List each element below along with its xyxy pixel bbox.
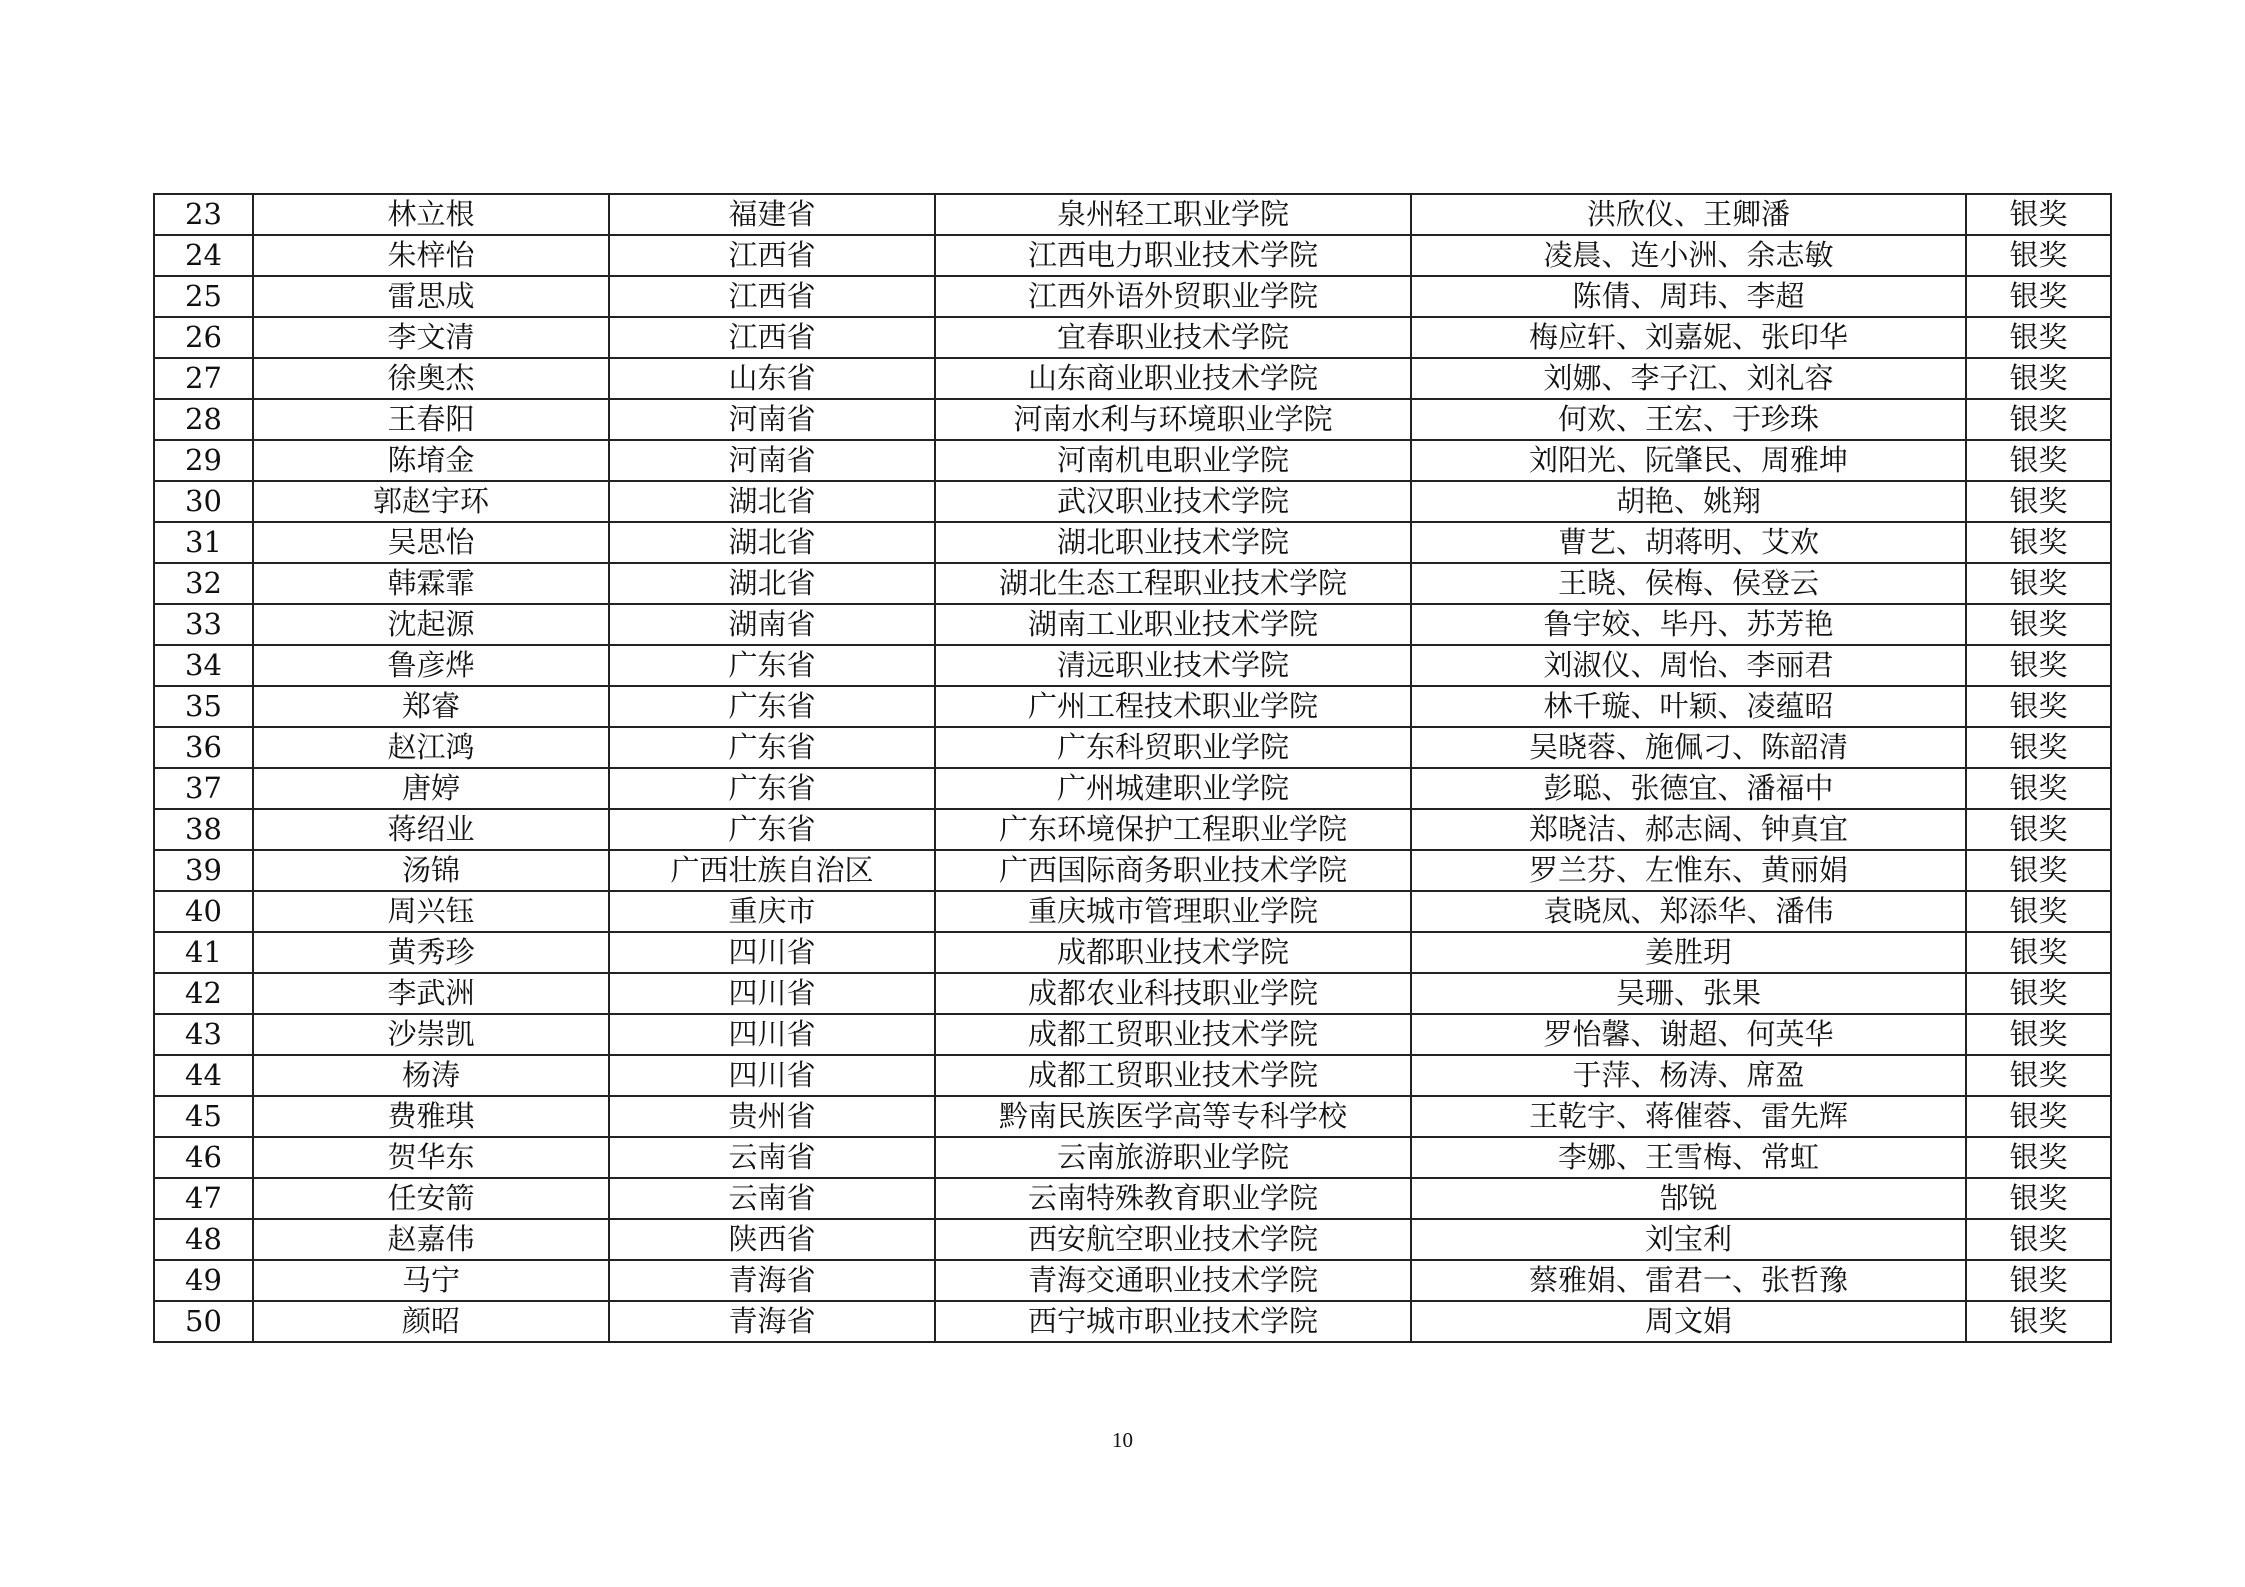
name-cell: 马宁	[253, 1260, 609, 1301]
table-row	[154, 604, 2111, 645]
team-members-cell: 陈倩、周玮、李超	[1411, 276, 1966, 317]
award-cell: 银奖	[1966, 932, 2111, 973]
name-cell: 汤锦	[253, 850, 609, 891]
school-cell: 西安航空职业技术学院	[935, 1219, 1411, 1260]
row-number-cell: 37	[154, 768, 253, 809]
table-row	[154, 522, 2111, 563]
award-cell: 银奖	[1966, 235, 2111, 276]
team-members-cell: 洪欣仪、王卿潘	[1411, 194, 1966, 235]
row-number-cell: 36	[154, 727, 253, 768]
award-cell: 银奖	[1966, 1055, 2111, 1096]
award-cell: 银奖	[1966, 645, 2111, 686]
name-cell: 黄秀珍	[253, 932, 609, 973]
team-members-cell: 袁晓凤、郑添华、潘伟	[1411, 891, 1966, 932]
table-row	[154, 1301, 2111, 1342]
award-cell: 银奖	[1966, 768, 2111, 809]
school-cell: 黔南民族医学高等专科学校	[935, 1096, 1411, 1137]
province-cell: 湖北省	[609, 522, 935, 563]
award-cell: 银奖	[1966, 1178, 2111, 1219]
school-cell: 广东环境保护工程职业学院	[935, 809, 1411, 850]
school-cell: 广州城建职业学院	[935, 768, 1411, 809]
award-cell: 银奖	[1966, 686, 2111, 727]
name-cell: 费雅琪	[253, 1096, 609, 1137]
award-cell: 银奖	[1966, 317, 2111, 358]
row-number-cell: 50	[154, 1301, 253, 1342]
team-members-cell: 鲁宇姣、毕丹、苏芳艳	[1411, 604, 1966, 645]
row-number-cell: 39	[154, 850, 253, 891]
name-cell: 杨涛	[253, 1055, 609, 1096]
province-cell: 四川省	[609, 973, 935, 1014]
team-members-cell: 曹艺、胡蒋明、艾欢	[1411, 522, 1966, 563]
school-cell: 湖南工业职业技术学院	[935, 604, 1411, 645]
row-number-cell: 35	[154, 686, 253, 727]
school-cell: 宜春职业技术学院	[935, 317, 1411, 358]
team-members-cell: 吴珊、张果	[1411, 973, 1966, 1014]
school-cell: 青海交通职业技术学院	[935, 1260, 1411, 1301]
award-cell: 银奖	[1966, 973, 2111, 1014]
award-cell: 银奖	[1966, 727, 2111, 768]
name-cell: 鲁彦烨	[253, 645, 609, 686]
award-cell: 银奖	[1966, 522, 2111, 563]
school-cell: 江西电力职业技术学院	[935, 235, 1411, 276]
team-members-cell: 郑晓洁、郝志阔、钟真宜	[1411, 809, 1966, 850]
province-cell: 广东省	[609, 686, 935, 727]
table-row	[154, 399, 2111, 440]
award-cell: 银奖	[1966, 563, 2111, 604]
team-members-cell: 刘淑仪、周怡、李丽君	[1411, 645, 1966, 686]
award-cell: 银奖	[1966, 358, 2111, 399]
school-cell: 成都职业技术学院	[935, 932, 1411, 973]
table-row	[154, 1260, 2111, 1301]
table-row	[154, 1014, 2111, 1055]
award-cell: 银奖	[1966, 194, 2111, 235]
table-row	[154, 481, 2111, 522]
award-cell: 银奖	[1966, 1260, 2111, 1301]
award-table	[153, 193, 2112, 1343]
name-cell: 雷思成	[253, 276, 609, 317]
province-cell: 河南省	[609, 440, 935, 481]
table-row	[154, 358, 2111, 399]
table-row	[154, 276, 2111, 317]
award-table-body	[154, 194, 2111, 1342]
name-cell: 任安箭	[253, 1178, 609, 1219]
name-cell: 徐奥杰	[253, 358, 609, 399]
row-number-cell: 45	[154, 1096, 253, 1137]
award-cell: 银奖	[1966, 809, 2111, 850]
team-members-cell: 王乾宇、蒋催蓉、雷先辉	[1411, 1096, 1966, 1137]
province-cell: 重庆市	[609, 891, 935, 932]
name-cell: 李文清	[253, 317, 609, 358]
school-cell: 河南水利与环境职业学院	[935, 399, 1411, 440]
name-cell: 沙崇凯	[253, 1014, 609, 1055]
team-members-cell: 林千璇、叶颖、凌蕴昭	[1411, 686, 1966, 727]
province-cell: 江西省	[609, 317, 935, 358]
name-cell: 林立根	[253, 194, 609, 235]
row-number-cell: 38	[154, 809, 253, 850]
school-cell: 武汉职业技术学院	[935, 481, 1411, 522]
team-members-cell: 胡艳、姚翔	[1411, 481, 1966, 522]
school-cell: 广西国际商务职业技术学院	[935, 850, 1411, 891]
school-cell: 成都工贸职业技术学院	[935, 1014, 1411, 1055]
row-number-cell: 47	[154, 1178, 253, 1219]
row-number-cell: 49	[154, 1260, 253, 1301]
school-cell: 成都工贸职业技术学院	[935, 1055, 1411, 1096]
award-cell: 银奖	[1966, 440, 2111, 481]
name-cell: 韩霖霏	[253, 563, 609, 604]
table-row	[154, 1219, 2111, 1260]
province-cell: 湖北省	[609, 563, 935, 604]
team-members-cell: 蔡雅娟、雷君一、张哲豫	[1411, 1260, 1966, 1301]
province-cell: 青海省	[609, 1301, 935, 1342]
team-members-cell: 姜胜玥	[1411, 932, 1966, 973]
team-members-cell: 于萍、杨涛、席盈	[1411, 1055, 1966, 1096]
row-number-cell: 23	[154, 194, 253, 235]
school-cell: 山东商业职业技术学院	[935, 358, 1411, 399]
award-cell: 银奖	[1966, 276, 2111, 317]
province-cell: 云南省	[609, 1178, 935, 1219]
row-number-cell: 32	[154, 563, 253, 604]
name-cell: 贺华东	[253, 1137, 609, 1178]
row-number-cell: 48	[154, 1219, 253, 1260]
school-cell: 成都农业科技职业学院	[935, 973, 1411, 1014]
team-members-cell: 李娜、王雪梅、常虹	[1411, 1137, 1966, 1178]
name-cell: 蒋绍业	[253, 809, 609, 850]
team-members-cell: 何欢、王宏、于珍珠	[1411, 399, 1966, 440]
row-number-cell: 40	[154, 891, 253, 932]
page-number: 10	[1112, 1428, 1133, 1452]
province-cell: 江西省	[609, 276, 935, 317]
row-number-cell: 43	[154, 1014, 253, 1055]
table-row	[154, 850, 2111, 891]
table-row	[154, 686, 2111, 727]
award-cell: 银奖	[1966, 850, 2111, 891]
school-cell: 重庆城市管理职业学院	[935, 891, 1411, 932]
team-members-cell: 罗兰芬、左惟东、黄丽娟	[1411, 850, 1966, 891]
name-cell: 周兴钰	[253, 891, 609, 932]
name-cell: 陈堉金	[253, 440, 609, 481]
name-cell: 朱梓怡	[253, 235, 609, 276]
province-cell: 陕西省	[609, 1219, 935, 1260]
row-number-cell: 34	[154, 645, 253, 686]
province-cell: 广东省	[609, 645, 935, 686]
province-cell: 江西省	[609, 235, 935, 276]
school-cell: 河南机电职业学院	[935, 440, 1411, 481]
team-members-cell: 刘娜、李子江、刘礼容	[1411, 358, 1966, 399]
row-number-cell: 27	[154, 358, 253, 399]
table-row	[154, 1055, 2111, 1096]
name-cell: 沈起源	[253, 604, 609, 645]
table-row	[154, 1137, 2111, 1178]
province-cell: 河南省	[609, 399, 935, 440]
row-number-cell: 41	[154, 932, 253, 973]
row-number-cell: 29	[154, 440, 253, 481]
award-cell: 银奖	[1966, 481, 2111, 522]
row-number-cell: 42	[154, 973, 253, 1014]
team-members-cell: 罗怡馨、谢超、何英华	[1411, 1014, 1966, 1055]
team-members-cell: 刘宝利	[1411, 1219, 1966, 1260]
award-cell: 银奖	[1966, 604, 2111, 645]
table-row	[154, 645, 2111, 686]
school-cell: 清远职业技术学院	[935, 645, 1411, 686]
team-members-cell: 梅应轩、刘嘉妮、张印华	[1411, 317, 1966, 358]
team-members-cell: 吴晓蓉、施佩刁、陈韶清	[1411, 727, 1966, 768]
team-members-cell: 周文娟	[1411, 1301, 1966, 1342]
province-cell: 湖北省	[609, 481, 935, 522]
team-members-cell: 彭聪、张德宜、潘福中	[1411, 768, 1966, 809]
table-row	[154, 1178, 2111, 1219]
school-cell: 广州工程技术职业学院	[935, 686, 1411, 727]
award-cell: 银奖	[1966, 1014, 2111, 1055]
name-cell: 郭赵宇环	[253, 481, 609, 522]
row-number-cell: 44	[154, 1055, 253, 1096]
name-cell: 吴思怡	[253, 522, 609, 563]
school-cell: 西宁城市职业技术学院	[935, 1301, 1411, 1342]
award-cell: 银奖	[1966, 1219, 2111, 1260]
award-cell: 银奖	[1966, 399, 2111, 440]
row-number-cell: 31	[154, 522, 253, 563]
table-row	[154, 973, 2111, 1014]
school-cell: 湖北生态工程职业技术学院	[935, 563, 1411, 604]
name-cell: 王春阳	[253, 399, 609, 440]
table-row	[154, 440, 2111, 481]
row-number-cell: 25	[154, 276, 253, 317]
province-cell: 广西壮族自治区	[609, 850, 935, 891]
table-row	[154, 194, 2111, 235]
team-members-cell: 郜锐	[1411, 1178, 1966, 1219]
table-row	[154, 932, 2111, 973]
table-row	[154, 563, 2111, 604]
table-row	[154, 317, 2111, 358]
province-cell: 四川省	[609, 1014, 935, 1055]
name-cell: 李武洲	[253, 973, 609, 1014]
team-members-cell: 王晓、侯梅、侯登云	[1411, 563, 1966, 604]
school-cell: 江西外语外贸职业学院	[935, 276, 1411, 317]
award-cell: 银奖	[1966, 1137, 2111, 1178]
province-cell: 山东省	[609, 358, 935, 399]
team-members-cell: 凌晨、连小洲、余志敏	[1411, 235, 1966, 276]
province-cell: 广东省	[609, 768, 935, 809]
table-row	[154, 1096, 2111, 1137]
table-row	[154, 891, 2111, 932]
award-cell: 银奖	[1966, 891, 2111, 932]
table-row	[154, 768, 2111, 809]
name-cell: 郑睿	[253, 686, 609, 727]
row-number-cell: 26	[154, 317, 253, 358]
province-cell: 湖南省	[609, 604, 935, 645]
name-cell: 赵嘉伟	[253, 1219, 609, 1260]
school-cell: 云南旅游职业学院	[935, 1137, 1411, 1178]
row-number-cell: 46	[154, 1137, 253, 1178]
school-cell: 云南特殊教育职业学院	[935, 1178, 1411, 1219]
table-row	[154, 809, 2111, 850]
name-cell: 颜昭	[253, 1301, 609, 1342]
school-cell: 广东科贸职业学院	[935, 727, 1411, 768]
province-cell: 福建省	[609, 194, 935, 235]
row-number-cell: 33	[154, 604, 253, 645]
province-cell: 四川省	[609, 1055, 935, 1096]
award-cell: 银奖	[1966, 1301, 2111, 1342]
school-cell: 湖北职业技术学院	[935, 522, 1411, 563]
province-cell: 广东省	[609, 809, 935, 850]
award-cell: 银奖	[1966, 1096, 2111, 1137]
province-cell: 四川省	[609, 932, 935, 973]
table-row	[154, 235, 2111, 276]
name-cell: 唐婷	[253, 768, 609, 809]
team-members-cell: 刘阳光、阮肇民、周雅坤	[1411, 440, 1966, 481]
table-row	[154, 727, 2111, 768]
row-number-cell: 24	[154, 235, 253, 276]
province-cell: 贵州省	[609, 1096, 935, 1137]
school-cell: 泉州轻工职业学院	[935, 194, 1411, 235]
row-number-cell: 30	[154, 481, 253, 522]
province-cell: 青海省	[609, 1260, 935, 1301]
province-cell: 云南省	[609, 1137, 935, 1178]
row-number-cell: 28	[154, 399, 253, 440]
province-cell: 广东省	[609, 727, 935, 768]
name-cell: 赵江鸿	[253, 727, 609, 768]
